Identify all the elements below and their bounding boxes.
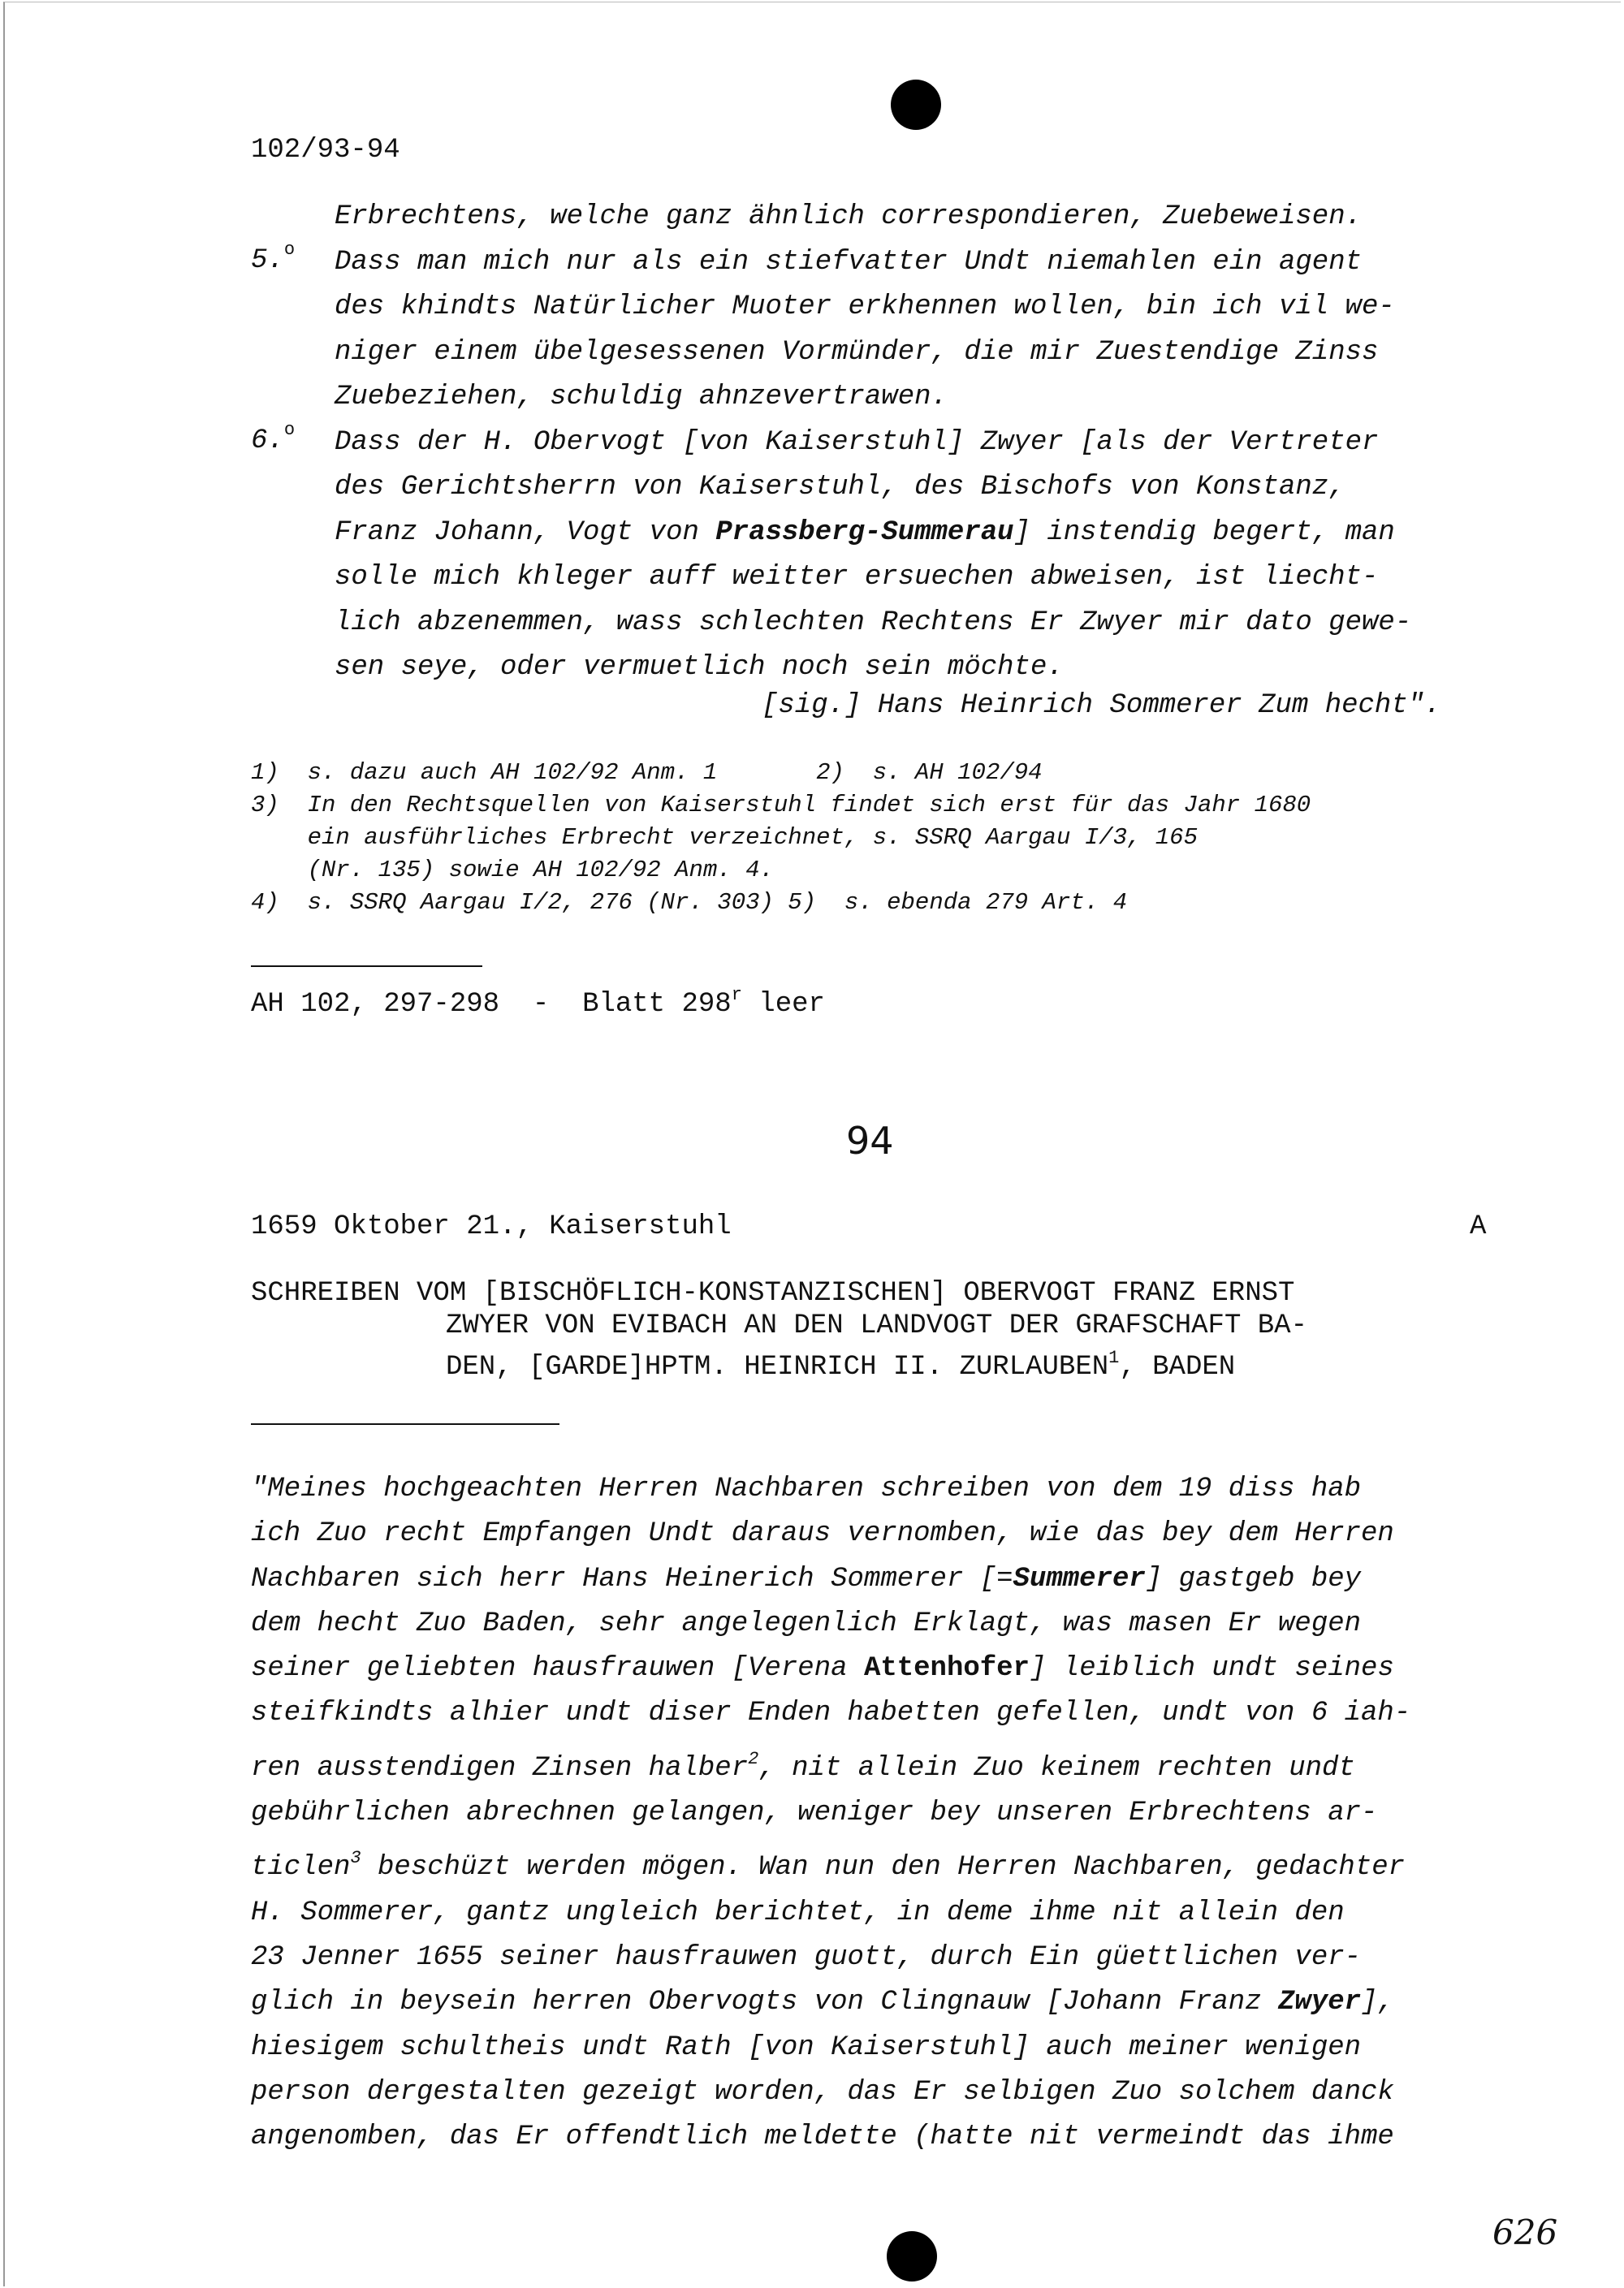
text-line: glich in beysein herren Obervogts von Clingnauw [Johann Franz Zwyer], [251, 1987, 1394, 2018]
reference-number: 102/93-94 [251, 135, 400, 166]
heading-line: DEN, [GARDE]HPTM. HEINRICH II. ZURLAUBEN$^1$, BADEN [446, 1348, 1236, 1383]
text-line: niger einem übelgesessenen Vormünder, die mir Zuestendige Zinss [335, 336, 1379, 368]
text-line: Franz Johann, Vogt von Prassberg-Summerau] instendig begert, man [335, 516, 1395, 548]
text-line: sen seye, oder vermuetlich noch sein möchte. [335, 652, 1064, 683]
divider [251, 965, 482, 967]
text-line: steifkindts alhier undt diser Enden habetten gefellen, undt von 6 iah- [251, 1698, 1411, 1729]
text-line: ich Zuo recht Empfangen Undt daraus vernomben, wie das bey dem Herren [251, 1518, 1394, 1550]
heading-line: ZWYER VON EVIBACH AN DEN LANDVOGT DER GRAFSCHAFT BA- [446, 1310, 1307, 1341]
text-line: Zuebeziehen, schuldig ahnzevertrawen. [335, 382, 948, 412]
text-line: gebührlichen abrechnen gelangen, weniger bey unseren Erbrechtens ar- [251, 1798, 1378, 1829]
text-line: des Gerichtsherrn von Kaiserstuhl, des Bischofs von Konstanz, [335, 472, 1345, 503]
text-line: Nachbaren sich herr Hans Heinerich Sommerer [=Summerer] gastgeb bey [251, 1563, 1362, 1595]
source-note: AH 102, 297-298 - Blatt 298$^r$ leer [251, 985, 825, 1020]
text-line: Erbrechtens, welche ganz ähnlich correspondieren, Zuebeweisen. [335, 201, 1363, 232]
letter-mark: A [1470, 1211, 1487, 1242]
text-line: "Meines hochgeachten Herren Nachbaren schreiben von dem 19 diss hab [251, 1474, 1362, 1504]
text-line: lich abzenemmen, wass schlechten Rechtens Er Zwyer mir dato gewe- [335, 607, 1412, 638]
date-place: 1659 Oktober 21., Kaiserstuhl [251, 1211, 732, 1242]
footnote: ein ausführliches Erbrecht verzeichnet, s. SSRQ Aargau I/3, 165 [251, 824, 1198, 851]
document-number: 94 [846, 1119, 894, 1163]
heading-line: SCHREIBEN VOM [BISCHÖFLICH-KONSTANZISCHEN] OBERVOGT FRANZ ERNST [251, 1278, 1295, 1309]
footnote: (Nr. 135) sowie AH 102/92 Anm. 4. [251, 857, 774, 883]
text-line: des khindts Natürlicher Muoter erkhennen wollen, bin ich vil we- [335, 291, 1395, 322]
divider [251, 1423, 559, 1425]
footnotes [251, 757, 1311, 919]
text-line: 23 Jenner 1655 seiner hausfrauwen guott, durch Ein güettlichen ver- [251, 1941, 1362, 1973]
point-number-5: 5.$^o$ [251, 240, 296, 276]
signature-line: [sig.] Hans Heinrich Sommerer Zum hecht". [762, 690, 1441, 721]
text-line: Dass der H. Obervogt [von Kaiserstuhl] Zwyer [als der Vertreter [335, 426, 1379, 458]
text-line: angenomben, das Er offendtlich meldette (hatte nit vermeindt das ihme [251, 2122, 1394, 2153]
text-line: H. Sommerer, gantz ungleich berichtet, in deme ihme nit allein den [251, 1897, 1345, 1928]
footnote: 3) In den Rechtsquellen von Kaiserstuhl findet sich erst für das Jahr 1680 [251, 792, 1311, 818]
continuation-text [335, 195, 1411, 691]
punch-hole-top [891, 80, 941, 130]
text-line: dem hecht Zuo Baden, sehr angelegenlich Erklagt, was masen Er wegen [251, 1608, 1362, 1639]
text-line: person dergestalten gezeigt worden, das Er selbigen Zuo solchem danck [251, 2076, 1394, 2108]
text-line: seiner geliebten hausfrauwen [Verena Attenhofer] leiblich undt seines [251, 1653, 1394, 1685]
punch-hole-bottom [887, 2231, 937, 2282]
page-number: 626 [1492, 2212, 1558, 2252]
text-line: ticlen$^3$ beschüzt werden mögen. Wan nun den Herren Nachbaren, gedachter [251, 1848, 1406, 1884]
letter-text [251, 1467, 1410, 2160]
document-heading [251, 1277, 1307, 1384]
footnote: 1) s. dazu auch AH 102/92 Anm. 1 2) s. AH 102/94 [251, 759, 1043, 786]
text-line: ren ausstendigen Zinsen halber$^2$, nit allein Zuo keinem rechten undt [251, 1748, 1355, 1784]
footnote: 4) s. SSRQ Aargau I/2, 276 (Nr. 303) 5) s. ebenda 279 Art. 4 [251, 889, 1127, 916]
text-line: solle mich khleger auff weitter ersuechen abweisen, ist liecht- [335, 562, 1379, 593]
text-line: hiesigem schultheis undt Rath [von Kaiserstuhl] auch meiner wenigen [251, 2031, 1362, 2063]
point-number-6: 6.$^o$ [251, 420, 296, 456]
text-line: Dass man mich nur als ein stiefvatter Undt niemahlen ein agent [335, 246, 1363, 278]
